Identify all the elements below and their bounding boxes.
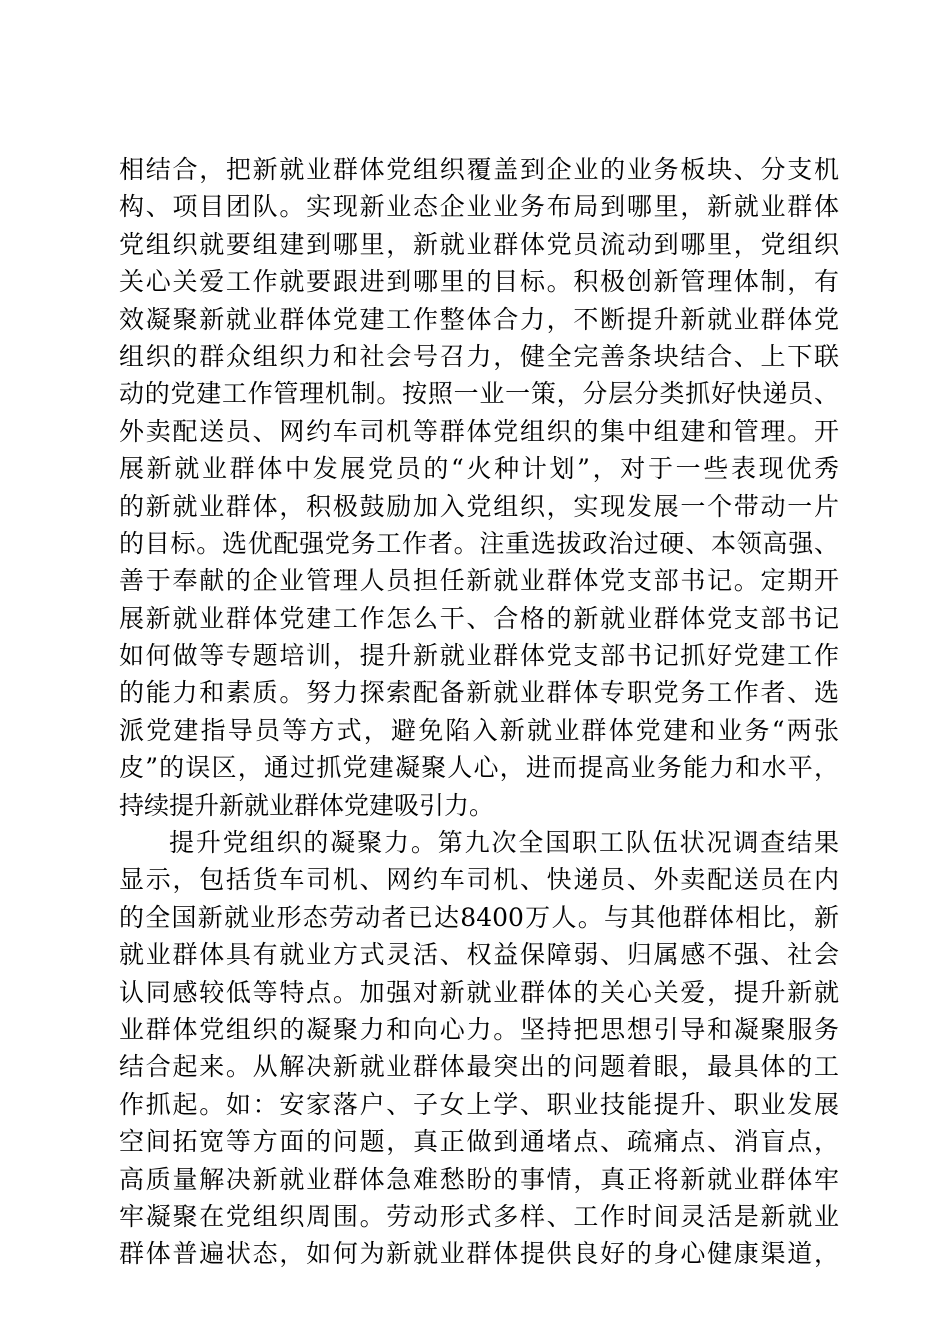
text-line: 构、项目团队。实现新业态企业业务布局到哪里，新就业群体 — [119, 192, 839, 222]
text-line: 显示，包括货车司机、网约车司机、快递员、外卖配送员在内 — [119, 865, 839, 895]
text-line: 的全国新就业形态劳动者已达8400万人。与其他群体相比，新 — [119, 902, 839, 932]
text-line: 群体普遍状态，如何为新就业群体提供良好的身心健康渠道， — [119, 1239, 839, 1269]
text-line: 的新就业群体，积极鼓励加入党组织，实现发展一个带动一片 — [119, 491, 839, 521]
text-line: 皮”的误区，通过抓党建凝聚人心，进而提高业务能力和水平， — [119, 753, 839, 783]
paragraph-1 — [119, 151, 839, 824]
paragraph-2 — [119, 824, 839, 1273]
text-line: 认同感较低等特点。加强对新就业群体的关心关爱，提升新就 — [119, 977, 839, 1007]
text-line: 效凝聚新就业群体党建工作整体合力，不断提升新就业群体党 — [119, 304, 839, 334]
text-line: 外卖配送员、网约车司机等群体党组织的集中组建和管理。开 — [119, 416, 839, 446]
text-line: 就业群体具有就业方式灵活、权益保障弱、归属感不强、社会 — [119, 940, 839, 970]
text-line: 如何做等专题培训，提升新就业群体党支部书记抓好党建工作 — [119, 641, 839, 671]
text-line: 相结合，把新就业群体党组织覆盖到企业的业务板块、分支机 — [119, 155, 839, 184]
text-line: 的目标。选优配强党务工作者。注重选拔政治过硬、本领高强、 — [119, 528, 839, 558]
text-line: 关心关爱工作就要跟进到哪里的目标。积极创新管理体制，有 — [119, 267, 839, 297]
text-line: 展新就业群体党建工作怎么干、合格的新就业群体党支部书记 — [119, 603, 839, 633]
text-line: 的能力和素质。努力探索配备新就业群体专职党务工作者、选 — [119, 678, 839, 708]
text-line: 作抓起。如：安家落户、子女上学、职业技能提升、职业发展 — [119, 1089, 839, 1119]
text-line: 空间拓宽等方面的问题，真正做到通堵点、疏痛点、消盲点， — [119, 1127, 839, 1157]
text-line: 派党建指导员等方式，避免陷入新就业群体党建和业务“两张 — [119, 715, 839, 745]
text-line: 高质量解决新就业群体急难愁盼的事情，真正将新就业群体牢 — [119, 1164, 839, 1194]
text-line: 善于奉献的企业管理人员担任新就业群体党支部书记。定期开 — [119, 566, 839, 596]
body-text — [119, 151, 839, 1273]
text-line: 动的党建工作管理机制。按照一业一策，分层分类抓好快递员、 — [119, 379, 839, 409]
text-line: 业群体党组织的凝聚力和向心力。坚持把思想引导和凝聚服务 — [119, 1014, 839, 1044]
text-line: 提升党组织的凝聚力。第九次全国职工队伍状况调查结果 — [169, 828, 839, 858]
text-line: 党组织就要组建到哪里，新就业群体党员流动到哪里，党组织 — [119, 229, 839, 259]
text-line: 持续提升新就业群体党建吸引力。 — [119, 790, 495, 820]
text-line: 牢凝聚在党组织周围。劳动形式多样、工作时间灵活是新就业 — [119, 1201, 839, 1231]
text-line: 结合起来。从解决新就业群体最突出的问题着眼，最具体的工 — [119, 1052, 839, 1082]
text-line: 组织的群众组织力和社会号召力，健全完善条块结合、上下联 — [119, 341, 839, 371]
text-line: 展新就业群体中发展党员的“火种计划”，对于一些表现优秀 — [119, 454, 839, 484]
